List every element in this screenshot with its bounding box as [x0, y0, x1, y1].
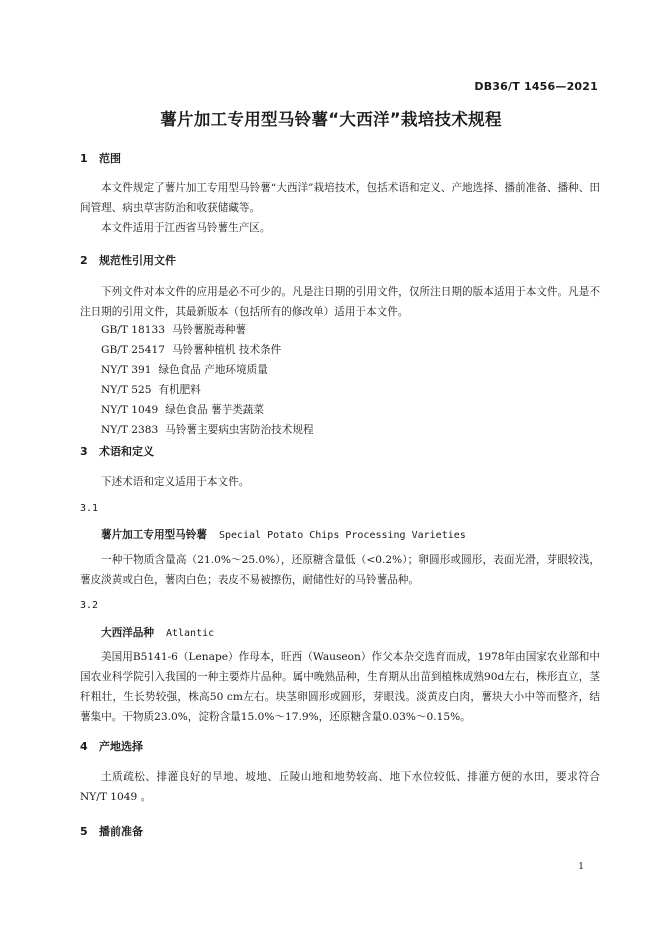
section-number: 3	[80, 445, 88, 458]
section-2-body	[80, 282, 600, 322]
reference-item	[101, 360, 314, 380]
page-number: 1	[578, 862, 584, 872]
section-number: 4	[80, 740, 88, 753]
reference-code: NY/T 1049	[101, 404, 159, 416]
paragraph: 下列文件对本文件的应用是必不可少的。凡是注日期的引用文件，仅所注日期的版本适用于本文件。凡是不注日期的引用文件，其最新版本（包括所有的修改单）适用于本文件。	[80, 286, 600, 318]
subsection-3-1-number: 3.1	[80, 503, 99, 514]
reference-name: 马铃薯种植机 技术条件	[171, 344, 282, 356]
term-english: Atlantic	[165, 628, 215, 639]
reference-item	[101, 320, 314, 340]
reference-name: 马铃薯脱毒种薯	[171, 324, 247, 336]
reference-name: 绿色食品 薯芋类蔬菜	[165, 404, 264, 416]
paragraph: 土质疏松、排灌良好的旱地、坡地、丘陵山地和地势较高、地下水位较低、排灌方便的水田，要求符合 NY/T 1049 。	[80, 771, 600, 803]
term-3-2	[101, 625, 214, 640]
term-3-1-definition	[80, 550, 600, 590]
reference-code: NY/T 391	[101, 364, 152, 376]
paragraph: 一种干物质含量高（21.0%～25.0%），还原糖含量低（<0.2%）；卵圆形或圆形，表面光滑，芽眼较浅，薯皮淡黄或白色，薯肉白色；表皮不易被擦伤，耐储性好的马铃薯品种。	[80, 554, 600, 586]
section-5-heading	[80, 823, 143, 839]
term-3-2-definition	[80, 647, 600, 727]
term-3-1	[101, 527, 466, 542]
section-title: 产地选择	[99, 740, 143, 753]
reference-item	[101, 420, 314, 440]
reference-list	[101, 320, 314, 440]
reference-code: GB/T 25417	[101, 344, 165, 356]
section-number: 2	[80, 254, 88, 267]
paragraph: 本文件规定了薯片加工专用型马铃薯“大西洋”栽培技术，包括术语和定义、产地选择、播前准备、播种、田间管理、病虫草害防治和收获储藏等。	[80, 182, 600, 214]
term-chinese: 大西洋品种	[101, 627, 154, 639]
section-3-heading	[80, 443, 154, 459]
section-3-body	[80, 472, 600, 492]
paragraph: 本文件适用于江西省马铃薯生产区。	[101, 222, 271, 234]
reference-code: NY/T 525	[101, 384, 152, 396]
section-title: 范围	[99, 152, 121, 165]
section-1-heading	[80, 150, 121, 166]
section-title: 规范性引用文件	[99, 254, 176, 267]
subsection-3-2-number: 3.2	[80, 600, 99, 611]
reference-item	[101, 380, 314, 400]
section-4-body	[80, 767, 600, 807]
reference-item	[101, 400, 314, 420]
term-english: Special Potato Chips Processing Varieties	[218, 530, 466, 541]
reference-name: 绿色食品 产地环境质量	[158, 364, 268, 376]
term-chinese: 薯片加工专用型马铃薯	[101, 529, 207, 541]
paragraph: 下述术语和定义适用于本文件。	[101, 476, 250, 488]
document-title: 薯片加工专用型马铃薯“大西洋”栽培技术规程	[160, 110, 502, 129]
standard-code: DB36/T 1456—2021	[474, 80, 598, 93]
reference-name: 马铃薯主要病虫害防治技术规程	[165, 424, 314, 436]
section-number: 5	[80, 825, 88, 838]
section-number: 1	[80, 152, 88, 165]
section-1-body	[80, 178, 600, 238]
reference-code: GB/T 18133	[101, 324, 165, 336]
section-title: 播前准备	[99, 825, 143, 838]
reference-item	[101, 340, 314, 360]
paragraph: 美国用B5141-6（Lenape）作母本，旺西（Wauseon）作父本杂交选育而成，1978年由国家农业部和中国农业科学院引入我国的一种主要炸片品种。属中晚熟品种，生育期从出苗到植株成熟90d左右，株形直立，茎秆粗壮，生长势较强，株高50 cm左右。块茎卵圆形或圆形，芽眼浅。淡黄皮白肉，薯块大小中等而整齐，结薯集中。干物质23.0%，淀粉含量15.0%～17.9%，还原糖含量0.03%～0.15%。	[80, 651, 600, 723]
reference-code: NY/T 2383	[101, 424, 159, 436]
section-2-heading	[80, 252, 176, 268]
reference-name: 有机肥料	[158, 384, 201, 396]
section-title: 术语和定义	[99, 445, 154, 458]
section-4-heading	[80, 738, 143, 754]
